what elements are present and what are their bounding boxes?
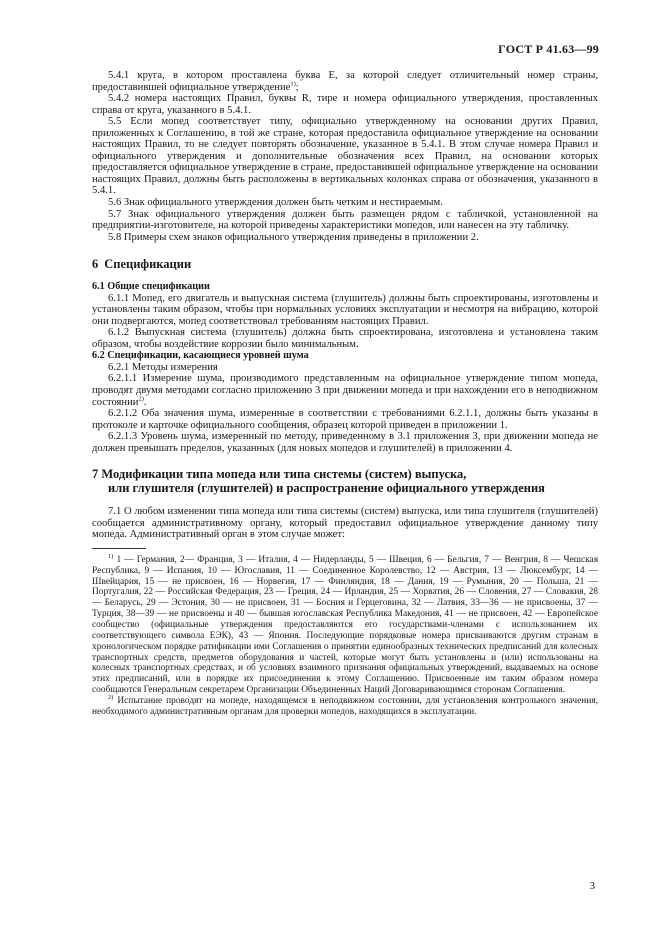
page-number: 3 bbox=[589, 880, 595, 892]
paragraph-6-1-2: 6.1.2 Выпускная система (глушитель) должна быть спроектирована, изготовлена и установлена таким образом, чтобы воздействие коррозии было минимальным. bbox=[92, 327, 598, 350]
paragraph-5-4-2: 5.4.2 номера настоящих Правил, буквы R, тире и номера официального утверждения, проставленных справа от круга, указанного в 5.4.1. bbox=[92, 93, 598, 116]
paragraph-5-7: 5.7 Знак официального утверждения должен быть размещен рядом с табличкой, установленной на предприятии-изготовителе, на которой приведены характеристики мопедов, или нанесен на эту табличку. bbox=[92, 208, 598, 232]
footnotes bbox=[92, 552, 599, 718]
section-6-heading: 6 Спецификации bbox=[92, 257, 192, 272]
paragraph-6-2-1-2: 6.2.1.2 Оба значения шума, измеренные в соответствии с требованиями 6.2.1.1, должны быть указаны в протоколе и карточке официального сообщения, образец которой приведен в приложении 1. bbox=[92, 408, 598, 431]
paragraph-5-6: 5.6 Знак официального утверждения должен быть четким и нестираемым. bbox=[108, 197, 443, 209]
paragraph-6-2-1: 6.2.1 Методы измерения bbox=[108, 361, 218, 373]
paragraph-5-8: 5.8 Примеры схем знаков официального утверждения приведены в приложении 2. bbox=[108, 231, 479, 243]
paragraph-6-2-1-1: 6.2.1.1 Измерение шума, производимого представленным на официальное утверждение типом мопеда, проводят двумя методами согласно приложению 3 при движении мопеда и при нахождении его в неподвижном состоянии$^{2)}$. bbox=[92, 373, 598, 408]
subsection-6-1-heading: 6.1 Общие спецификации bbox=[92, 281, 210, 293]
paragraph-5-5: 5.5 Если мопед соответствует типу, официально утвержденному на основании других Правил, приложенных к Соглашению, в той же стране, которая предоставила официальное утверждение на основании настоящих Правил, то не следует повторять обозначение, указанное в 5.4.1. В этом случае номера Правил и официального утверждения и дополнительные обозначения всех Правил, на основании которых предоставляется официальное утверждение в стране, предоставившей официальное утверждение на основании настоящих Правил, должны быть расположены в вертикальных колонках справа от обозначения, указанного в 5.4.1. bbox=[92, 116, 598, 197]
paragraph-7-1: 7.1 О любом изменении типа мопеда или типа системы (систем) выпуска, или типа глушителя (глушителей) сообщается административному органу, который предоставил официальное утверждение данному типу мопеда. Административный орган в этом случае может: bbox=[92, 506, 599, 541]
paragraph-6-2-1-3: 6.2.1.3 Уровень шума, измеренный по методу, приведенному в 3.1 приложения 3, при движении мопеда не должен превышать пределов, указанных (для новых мопедов и глушителей) в приложении 4. bbox=[92, 431, 598, 454]
footnote-1: $^{1)}$ 1 — Германия, 2— Франция, 3 — Италия, 4 — Нидерланды, 5 — Швеция, 6 — Бельгия, 7 — Венгрия, 8 — Чешская Республика, 9 — Испания, 10 — Югославия, 11 — Соединенное Королевство, 12 — Австрия, 13 — Люксембург, 14 — Швейцария, 15 — не присвоен, 16 — Норвегия, 17 — Финляндия, 18 — Дания, 19 — Румыния, 20 — Польша, 21 — Португалия, 22 — Российская Федерация, 23 — Греция, 24 — Ирландия, 25 — Хорватия, 26 — Словения, 27 — Словакия, 28 — Беларусь, 29 — Эстония, 30 — не присвоен, 31 — Босния и Герцеговина, 32 — Латвия, 33—36 — не присвоены, 37 — Турция, 38—39 — не присвоены и 40 — бывшая югославская Республика Македония, 41 — не присвоен, 42 — Европейское сообщество (официальные утверждения предоставляются его государствами-членами с использованием их соответствующего символа ЕЭК), 43 — Япония. Последующие порядковые номера присваиваются другим странам в хронологическом порядке ратификации ими Соглашения о принятии единообразных технических предписаний для колесных транспортных средств, предметов оборудования и частей, которые могут быть установлены и (или) использованы на колесных транспортных средствах, и об условиях взаимного признания официальных утверждений, выдаваемых на основе этих предписаний, или в порядке их присоединения к этому Соглашению. Присвоенные им таким образом номера сообщаются Генеральным секретарем Организации Объединенных Наций Договаривающимся сторонам Соглашения. bbox=[92, 552, 599, 696]
paragraph-6-1-1: 6.1.1 Мопед, его двигатель и выпускная система (глушитель) должны быть спроектированы, изготовлены и установлены таким образом, чтобы при нормальных условиях эксплуатации и несмотря на вибрацию, которой они подвергаются, мопед соответствовал требованиям настоящих Правил. bbox=[92, 292, 598, 327]
footnote-2: $^{2)}$ Испытание проводят на мопеде, находящемся в неподвижном состоянии, для установления контрольного значения, необходимого административным органам для проверки мопедов, находящихся в эксплуатации. bbox=[92, 693, 599, 717]
subsection-6-2-heading: 6.2 Спецификации, касающиеся уровней шума bbox=[92, 350, 309, 362]
footnote-separator bbox=[92, 548, 146, 549]
document-code-header: ГОСТ Р 41.63—99 bbox=[498, 42, 599, 56]
section-7-heading: 7 Модификации типа мопеда или типа системы (систем) выпуска, или глушителя (глушителей) и распространение официального утверждения bbox=[92, 467, 545, 495]
paragraph-5-4-1: 5.4.1 круга, в котором проставлена буква Е, за которой следует отличительный номер страны, предоставившей официальное утверждение$^{1)}$; bbox=[92, 70, 598, 93]
document-body bbox=[92, 70, 598, 718]
